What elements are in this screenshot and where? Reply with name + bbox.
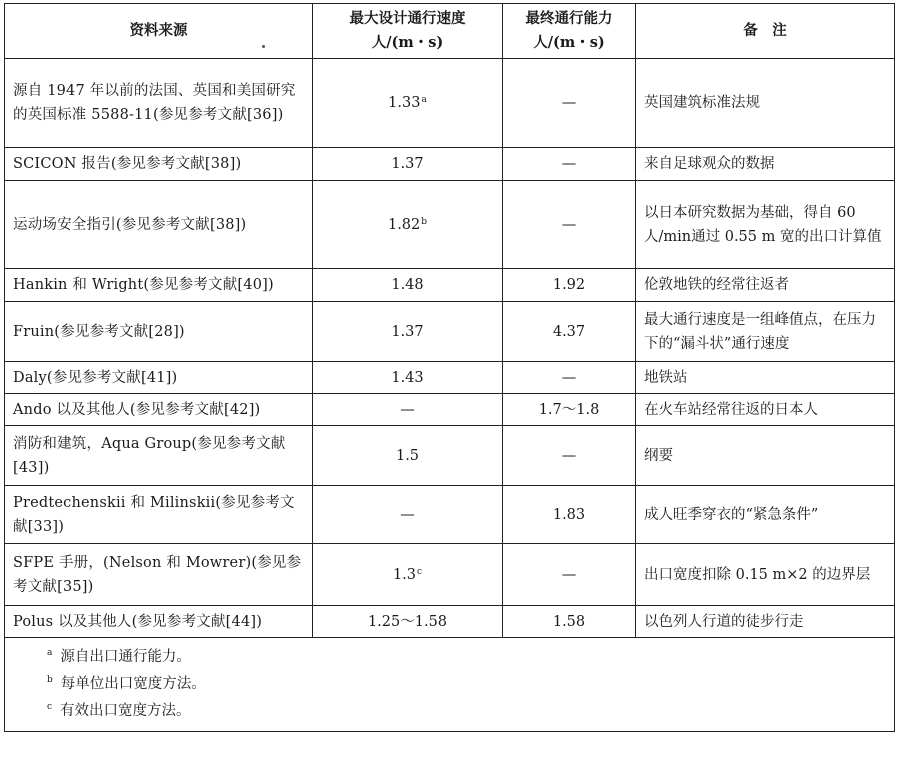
max-speed-value: 1.3 [392,566,416,583]
cell-source: Hankin 和 Wright(参见参考文献[40]) [5,269,313,302]
table-row [5,394,895,426]
max-speed-value: 1.37 [391,156,424,172]
cell-max-speed [313,59,503,148]
cell-remarks: 伦敦地铁的经常往返者 [636,269,895,302]
cell-max-speed [313,544,503,606]
cell-max-speed [313,269,503,302]
footnote-b [47,671,884,698]
footnote-c-text: 有效出口宽度方法。 [60,703,191,719]
table-row [5,59,895,148]
table-row [5,426,895,486]
cell-remarks: 以色列人行道的徒步行走 [636,606,895,638]
cell-final-capacity: 4.37 [503,302,636,362]
cell-source: Daly(参见参考文献[41]) [5,362,313,394]
table-row [5,269,895,302]
cell-remarks: 地铁站 [636,362,895,394]
footnote-b-mark: b [47,675,53,685]
footnote-a-mark: a [47,648,53,658]
footnote-mark: a [421,95,427,105]
cell-final-capacity: — [503,362,636,394]
footnotes-row [5,638,895,732]
table-row [5,544,895,606]
cell-source: SCICON 报告(参见参考文献[38]) [5,148,313,181]
footnote-c [47,698,884,725]
walking-speed-table [4,3,895,732]
cell-max-speed [313,302,503,362]
cell-remarks: 出口宽度扣除 0.15 m×2 的边界层 [636,544,895,606]
header-max-speed-unit: 人/(m・s) [371,34,444,51]
header-final-capacity-unit: 人/(m・s) [533,34,605,51]
cell-source: Polus 以及其他人(参见参考文献[44]) [5,606,313,638]
cell-max-speed [313,148,503,181]
cell-final-capacity: — [503,544,636,606]
cell-max-speed [313,486,503,544]
cell-final-capacity: 1.92 [503,269,636,302]
cell-final-capacity: — [503,181,636,269]
cell-source: 运动场安全指引(参见参考文献[38]) [5,181,313,269]
header-max-speed [313,4,503,59]
cell-remarks: 成人旺季穿衣的“紧急条件” [636,486,895,544]
cell-source: Fruin(参见参考文献[28]) [5,302,313,362]
table-container [4,3,894,732]
max-speed-value: 1.82 [387,216,421,233]
footnote-a [47,644,884,671]
footnote-a-text: 源自出口通行能力。 [60,649,191,665]
cell-final-capacity: 1.58 [503,606,636,638]
scan-speck [262,45,265,48]
cell-remarks: 纲要 [636,426,895,486]
cell-max-speed [313,181,503,269]
cell-source: 源自 1947 年以前的法国、英国和美国研究的英国标准 5588-11(参见参考文献[36]) [5,59,313,148]
cell-source: Ando 以及其他人(参见参考文献[42]) [5,394,313,426]
max-speed-value: 1.25～1.58 [367,613,448,630]
table-row [5,302,895,362]
header-final-capacity-title: 最终通行能力 [525,10,613,27]
cell-source: SFPE 手册，(Nelson 和 Mowrer)(参见参考文献[35]) [5,544,313,606]
cell-final-capacity: — [503,59,636,148]
table-row [5,362,895,394]
table-row [5,486,895,544]
cell-remarks: 来自足球观众的数据 [636,148,895,181]
footnote-mark: b [421,216,428,227]
cell-source: Predtechenskii 和 Milinskii(参见参考文献[33]) [5,486,313,544]
cell-remarks: 最大通行速度是一组峰值点，在压力下的“漏斗状”通行速度 [636,302,895,362]
cell-final-capacity: — [503,426,636,486]
cell-remarks: 在火车站经常往返的日本人 [636,394,895,426]
header-source: 资料来源 [5,4,313,59]
footnote-c-mark: c [47,702,53,712]
max-speed-value: 1.43 [391,369,424,386]
cell-final-capacity: 1.83 [503,486,636,544]
max-speed-value: 1.37 [391,323,424,340]
table-row [5,181,895,269]
cell-remarks: 英国建筑标准法规 [636,59,895,148]
header-remarks: 备 注 [636,4,895,59]
footnote-mark: c [417,566,423,577]
table-row [5,148,895,181]
max-speed-value: 1.33 [388,95,421,111]
header-max-speed-title: 最大设计通行速度 [349,10,466,27]
cell-max-speed [313,606,503,638]
cell-final-capacity: — [503,148,636,181]
cell-max-speed [313,426,503,486]
table-header-row [5,4,895,59]
max-speed-value: 1.48 [391,277,424,293]
header-final-capacity [503,4,636,59]
cell-max-speed [313,362,503,394]
cell-remarks: 以日本研究数据为基础，得自 60 人/min通过 0.55 m 宽的出口计算值 [636,181,895,269]
table-body [5,59,895,638]
table-row [5,606,895,638]
max-speed-value: — [400,401,415,418]
footnote-b-text: 每单位出口宽度方法。 [60,676,206,692]
cell-source: 消防和建筑，Aqua Group(参见参考文献[43]) [5,426,313,486]
max-speed-value: — [400,506,415,523]
max-speed-value: 1.5 [395,447,420,464]
cell-final-capacity: 1.7～1.8 [503,394,636,426]
footnotes-cell [5,638,895,732]
cell-max-speed [313,394,503,426]
